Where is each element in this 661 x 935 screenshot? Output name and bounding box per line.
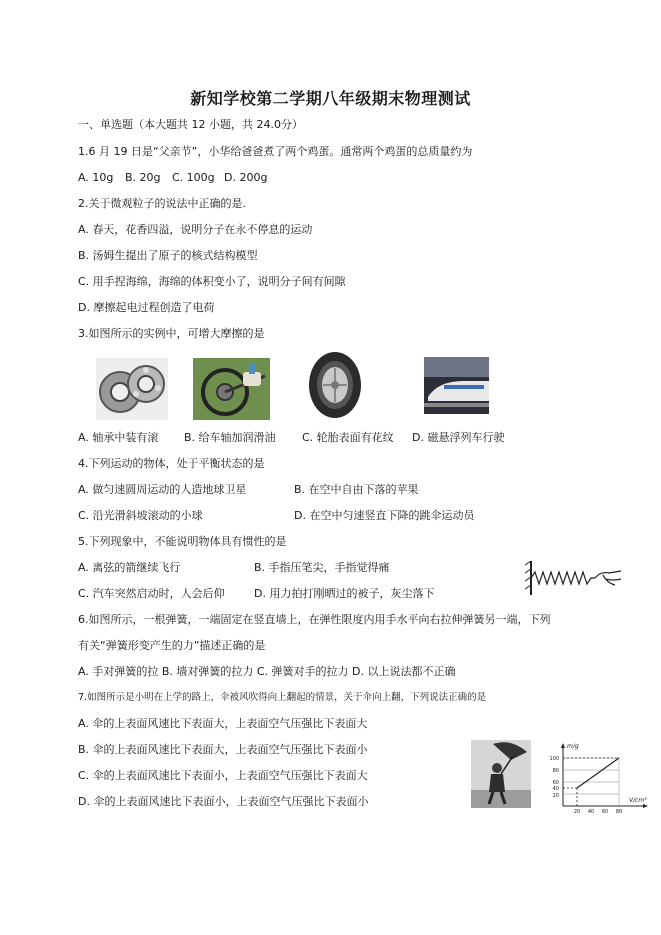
q3-option-a: A. 轴承中装有滚: [78, 431, 159, 444]
section-heading: 一、单选题（本大题共 12 小题，共 24.0分）: [78, 118, 303, 131]
maglev-train-image: [424, 357, 489, 414]
q2-option-b: B. 汤姆生提出了原子的核式结构模型: [78, 249, 258, 262]
q7-option-b: B. 伞的上表面风速比下表面大，上表面空气压强比下表面小: [78, 743, 368, 756]
q4-option-a: A. 做匀速圆周运动的人造地球卫星: [78, 483, 247, 496]
graph-ytick: 60: [552, 780, 559, 786]
graph-ytick: 100: [549, 756, 559, 762]
q4-option-c: C. 沿光滑斜坡滚动的小球: [78, 509, 203, 522]
q5-option-b: B. 手指压笔尖，手指觉得痛: [254, 561, 390, 574]
graph-ytick: 20: [552, 793, 559, 799]
q3-option-d: D. 磁悬浮列车行驶: [412, 431, 505, 444]
q3-option-c: C. 轮胎表面有花纹: [302, 431, 394, 444]
q6-options: A. 手对弹簧的拉 B. 墙对弹簧的拉力 C. 弹簧对手的拉力 D. 以上说法都不正确: [78, 665, 456, 678]
q6-stem-line1: 6.如图所示，一根弹簧，一端固定在竖直墙上，在弹性限度内用手水平向右拉伸弹簧另一端，下列: [78, 613, 551, 626]
q2-option-c: C. 用手捏海绵，海绵的体积变小了，说明分子间有间隙: [78, 275, 346, 288]
q5-option-a: A. 离弦的箭继续飞行: [78, 561, 181, 574]
graph-ytick: 40: [552, 786, 559, 792]
graph-ytick: 80: [552, 768, 559, 774]
graph-xtick: 60: [601, 809, 609, 815]
graph-xtick: 40: [587, 809, 595, 815]
q3-option-b: B. 给车轴加润滑油: [184, 431, 276, 444]
q2-stem: 2.关于微观粒子的说法中正确的是.: [78, 197, 246, 210]
bicycle-oil-image: [193, 358, 270, 420]
q3-stem: 3.如图所示的实例中，可增大摩擦的是: [78, 327, 265, 340]
q7-option-c: C. 伞的上表面风速比下表面小，上表面空气压强比下表面大: [78, 769, 368, 782]
q1-option-c: C. 100g: [172, 171, 215, 184]
q7-option-a: A. 伞的上表面风速比下表面大，上表面空气压强比下表面大: [78, 717, 368, 730]
mass-volume-graph: [537, 740, 653, 816]
bearing-image: [96, 358, 168, 420]
q4-option-b: B. 在空中自由下落的苹果: [294, 483, 419, 496]
graph-ylabel: m/g: [567, 743, 579, 750]
q1-stem: 1.6 月 19 日是“父亲节”，小华给爸爸煮了两个鸡蛋。通常两个鸡蛋的总质量约为: [78, 145, 473, 158]
umbrella-photo: [471, 740, 531, 808]
q5-option-d: D. 用力拍打刚晒过的被子，灰尘落下: [254, 587, 435, 600]
exam-title: 新知学校第二学期八年级期末物理测试: [190, 89, 471, 108]
q4-option-d: D. 在空中匀速竖直下降的跳伞运动员: [294, 509, 475, 522]
q2-option-d: D. 摩擦起电过程创造了电荷: [78, 301, 215, 314]
q5-option-c: C. 汽车突然启动时，人会后仰: [78, 587, 225, 600]
q5-stem: 5.下列现象中，不能说明物体具有惯性的是: [78, 535, 287, 548]
graph-xlabel: V/cm³: [629, 797, 647, 804]
graph-xtick: 80: [615, 809, 623, 815]
q6-stem-line2: 有关“弹簧形变产生的力”描述正确的是: [78, 639, 266, 652]
q1-option-b: B. 20g: [125, 171, 161, 184]
q1-option-a: A. 10g: [78, 171, 114, 184]
spring-figure: [525, 559, 623, 597]
q7-stem: 7.如图所示是小明在上学的路上，伞被风吹得向上翻起的情景，关于伞向上翻，下列说法正确的是: [78, 692, 487, 703]
q1-option-d: D. 200g: [224, 171, 268, 184]
tire-image: [305, 350, 365, 420]
graph-xtick: 20: [573, 809, 581, 815]
q4-stem: 4.下列运动的物体，处于平衡状态的是: [78, 457, 265, 470]
q7-option-d: D. 伞的上表面风速比下表面小，上表面空气压强比下表面小: [78, 795, 369, 808]
q2-option-a: A. 春天，花香四溢，说明分子在永不停息的运动: [78, 223, 313, 236]
